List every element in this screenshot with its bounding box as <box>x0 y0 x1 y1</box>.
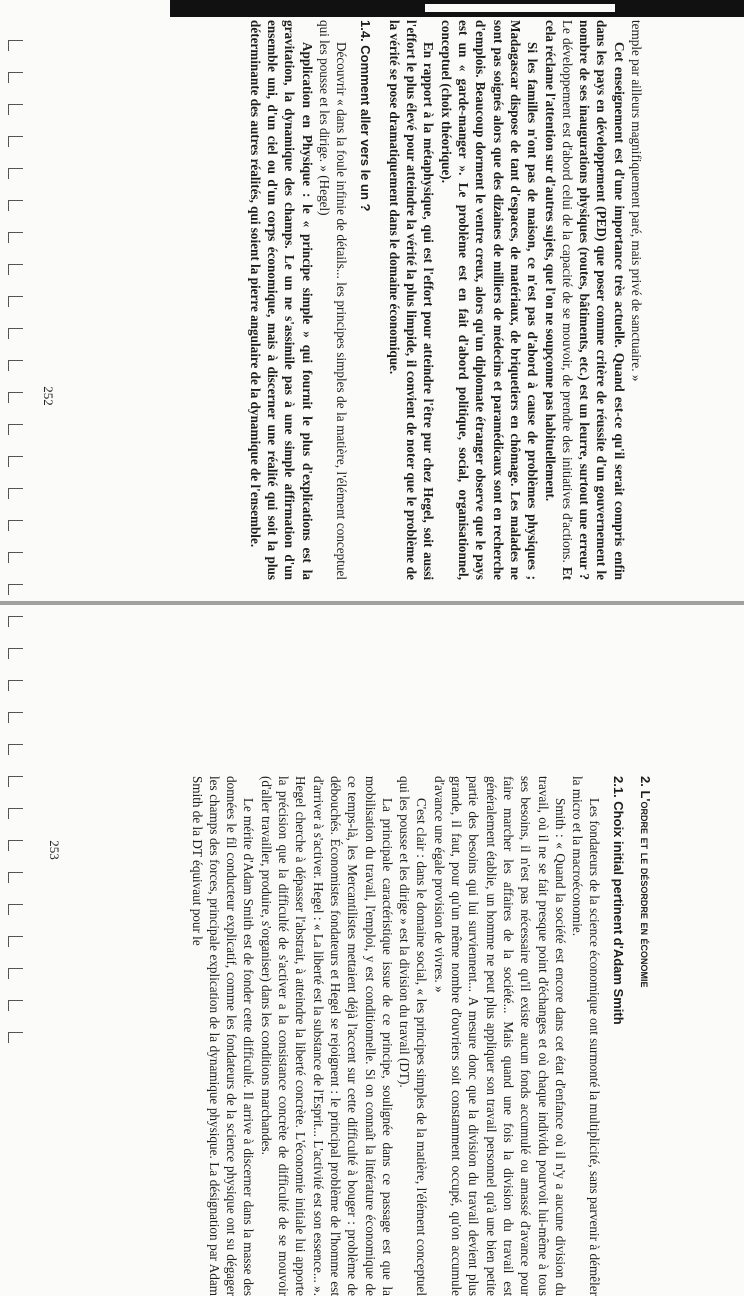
binding-tick <box>8 616 23 627</box>
paragraph <box>541 20 627 580</box>
binding-tick <box>8 328 23 339</box>
paragraph-text: Application en Physique : le « principe simple » qui fournit le plus d'explications est la gravitation, la dynamique des champs. Le un ne s'assimile pas à une simple affirmation d'un ensemble uni, d'un ciel ou d'un corps économique, mais à discerner une réalité qui soit la plus déterminante des autres réalités, qui soient la pierre angulaire de la dynamique de l'ensemble. <box>247 20 315 580</box>
left-section-title: 1.4. Comment aller vers le un ? <box>357 20 373 212</box>
binding-tick <box>8 968 23 979</box>
paragraph-text: Si les familles n'ont pas de maison, ce n'est pas d'abord à cause de problèmes physiques ; Madagascar dispose de tant d'espaces, de matériaux, de briquetiers en chômage. Les malades ne sont pas soignés alors que des dizaines de milliers de médecins et paramédicaux sont en recherche d'emplois. Beaucoup dorment le ventre creux, alors qu'un diplomate étranger observe que le pays est un « garde-manger ». Le problème est en fait d'abord politique, social, organisationnel, conceptuel (choix théorique). <box>438 20 541 580</box>
binding-tick <box>8 1000 23 1011</box>
paragraph <box>569 776 604 1296</box>
binding-tick <box>8 72 23 83</box>
binding-tick <box>8 584 23 595</box>
paragraph-text: Et cela réclame l'attention sur d'autres sujets, que l'on ne soupçonne pas habituellement. <box>542 20 575 580</box>
binding-tick <box>8 168 23 179</box>
binding-tick <box>8 840 23 851</box>
paragraph <box>316 20 351 580</box>
binding-tick <box>8 360 23 371</box>
paragraph <box>430 776 568 1296</box>
paragraph <box>437 20 541 580</box>
scan-top-edge <box>170 0 744 17</box>
binding-tick <box>8 296 23 307</box>
binding-tick <box>8 104 23 115</box>
paragraph <box>628 20 645 580</box>
binding-tick <box>8 904 23 915</box>
paragraph <box>188 776 257 1296</box>
binding-tick <box>8 648 23 659</box>
paragraph <box>396 776 431 1296</box>
right-chapter-title: 2. L'ordre et le désordre en économie <box>638 776 653 988</box>
binding-tick <box>8 776 23 787</box>
paragraph-text: La principale caractéristique issue de ce principe, soulignée dans ce passage est que la mobilisation du travail, l'emploi, y est conditionnelle. Si on connaît la littérature économique de ce temps-là, les Mercantilistes mettaient déjà l'accent sur cette difficulté à bouger : problème de débouchés. Économistes fondateurs et Hegel se rejoignent : le principal problème de l'homme est d'arriver à s'activer. Hegel : « La liberté est la substance de l'Esprit... L'activité est son essence... ». Hegel cherche à dépasser l'abstrait, à atteindre la liberté concrète. L'économie initiale lui apporte la précision que la difficulté de s'activer a la consistance concrète de difficulté de se mouvoir (d'aller travailler, produire, s'organiser) dans les conditions marchandes. <box>258 776 395 1296</box>
binding-tick <box>8 232 23 243</box>
paragraph <box>246 20 315 580</box>
right-page-body <box>188 776 603 1296</box>
paragraph <box>386 20 438 580</box>
paragraph-text: Découvrir « dans la foule infinie de détails... les principes simples de la matière, l'élément conceptuel qui les pousse et les dirige. » (Hegel) <box>316 20 350 580</box>
paragraph-text: Le mérite d'Adam Smith est de fonder cette difficulté. Il arrive à discerner dans la masse des données le fil conducteur explicatif, comme les fondateurs de la science physique ont su dégager les champs des forces, principale explication de la dynamique physique. La désignation par Adam Smith de la DT équivaut pour le <box>189 776 257 1296</box>
binding-tick <box>8 552 23 563</box>
binding-tick <box>8 744 23 755</box>
binding-tick <box>8 456 23 467</box>
binding-tick <box>8 936 23 947</box>
binding-tick <box>8 520 23 531</box>
left-page-body-1 <box>386 20 645 580</box>
binding-tick <box>8 872 23 883</box>
scan-top-gap <box>425 4 615 12</box>
right-page <box>100 776 660 1296</box>
paragraph-text: Smith : « Quand la société est encore dans cet état d'enfance où il n'y a aucune division du travail, où il ne se fait presque point d'échanges et où chaque individu pourvoit lui-même à tous ses besoins, il n'est pas nécessaire qu'il existe aucun fonds accumulé ou amassé d'avance pour faire marcher les affaires de la société... Mais quand une fois la division du travail est généralement établie, un homme ne peut plus appliquer son travail personnel qu'à une bien petite partie des besoins qui lui surviennent... A mesure donc que la division du travail devient plus grande, il faut, pour qu'un même nombre d'ouvriers soit constamment occupé, qu'on accumule d'avance une égale provision de vivres. » <box>431 776 568 1296</box>
paragraph-text: Le développement est d'abord celui de la capacité de se mouvoir, de prendre des initiatives d'actions. <box>559 20 575 567</box>
binding-tick <box>8 1032 23 1043</box>
binding-tick <box>8 264 23 275</box>
paragraph-text: Les fondateurs de la science économique ont surmonté la multiplicité, sans parvenir à démêler la micro et la macroéconomie. <box>570 776 603 1296</box>
paragraph-text: C'est clair : dans le domaine social, « les principes simples de la matière, l'élément conceptuel qui les pousse et les dirige » est la division du travail (DT). <box>397 776 430 1296</box>
binding-tick <box>8 424 23 435</box>
binding-tick <box>8 392 23 403</box>
paragraph-text: En rapport à la métaphysique, qui est l'effort pour atteindre l'être pur chez Hegel, soit aussi l'effort le plus élevé pour atteindre la vérité la plus limpide, il convient de noter que le problème de la vérité se pose dramatiquement dans le domaine économique. <box>386 20 437 580</box>
paragraph-text: temple par ailleurs magnifiquement paré, mais privé de sanctuaire. » <box>629 20 644 382</box>
binding-tick <box>8 136 23 147</box>
paragraph <box>257 776 395 1296</box>
binding-tick <box>8 200 23 211</box>
binding-tick <box>8 808 23 819</box>
page-number-right: 253 <box>46 840 62 860</box>
right-section-title: 2.1. Choix initial pertinent d'Adam Smith <box>610 776 626 1025</box>
left-page <box>85 20 645 580</box>
paragraph-text: Cet enseignement est d'une importance très actuelle. Quand est-ce qu'il serait compris enfin dans les pays en développement (PED) que poser comme critère de réussite d'un gouvernement le nombre de ses inaugurations physiques (routes, bâtiments, etc.) est un leurre, surtout une erreur ? <box>577 20 627 580</box>
left-page-body-2 <box>246 20 350 580</box>
page-fold <box>0 601 744 605</box>
page-number-left: 252 <box>40 386 56 406</box>
binding-tick <box>8 680 23 691</box>
binding-tick <box>8 40 23 51</box>
binding-marks <box>0 0 32 1053</box>
binding-tick <box>8 712 23 723</box>
binding-tick <box>8 488 23 499</box>
